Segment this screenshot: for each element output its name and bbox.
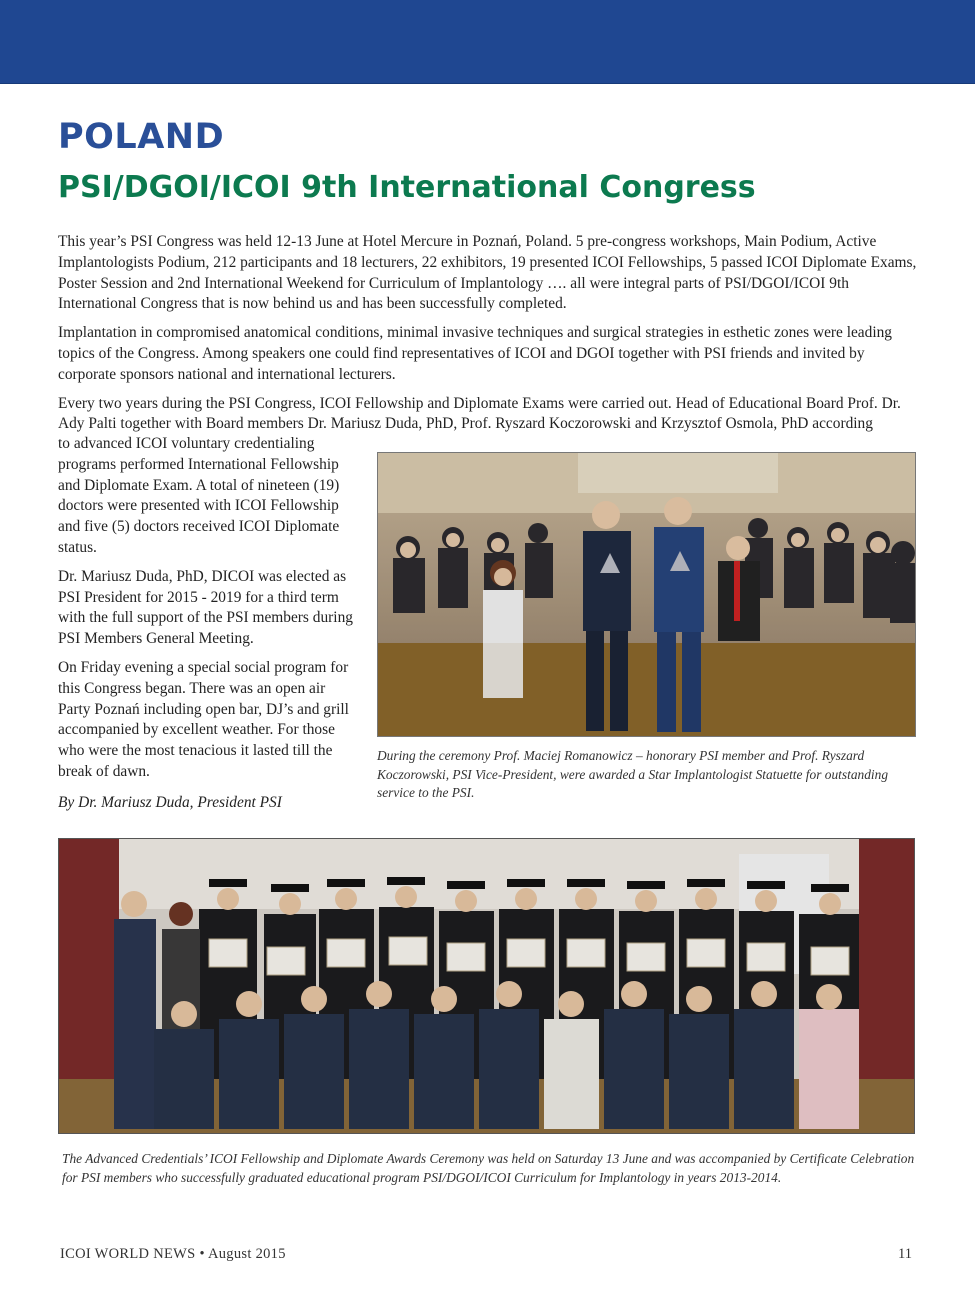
group-caption: The Advanced Credentials’ ICOI Fellowship and Diplomate Awards Ceremony was held on Saturday 13 June and was accompanied by Certificate Celebration for PSI members who successfully graduated educational program PSI/DGOI/ICOI Curriculum for Implantology in years 2013-2014. — [62, 1151, 915, 1185]
group-photo — [58, 838, 915, 1134]
group-photo-illustration — [59, 839, 914, 1133]
publication-footer: ICOI WORLD NEWS • August 2015 — [60, 1246, 286, 1262]
paragraph-credentialing: to advanced ICOI voluntary credentialing programs performed International Fellowship and Diplomate Exam. A total of nineteen (19) doctors were presented with ICOI Fellowship and five (5) doctors received ICOI Diplomate status. — [58, 435, 340, 556]
paragraph-intro: This year’s PSI Congress was held 12-13 June at Hotel Mercure in Poznań, Poland. 5 pre-congress workshops, Main Podium, Active Implantologists Podium, 212 participants and 18 lecturers, 22 exhibitors, 19 presented ICOI Fellowships, 5 passed ICOI Diplomate Exams, Poster Session and 2nd International Weekend for Curriculum of Implantology …. all were integral parts of PSI/DGOI/ICOI 9th International Congress that is now behind us and has been successfully completed. — [58, 233, 917, 313]
country-title: POLAND — [58, 117, 225, 157]
ceremony-photo — [377, 452, 916, 737]
ceremony-photo-illustration — [378, 453, 915, 736]
event-title: PSI/DGOI/ICOI 9th International Congress — [58, 170, 756, 205]
page-number: 11 — [898, 1246, 912, 1262]
article-intro — [58, 232, 918, 443]
byline: By Dr. Mariusz Duda, President PSI — [58, 793, 282, 811]
header-band — [0, 0, 975, 84]
article-column — [58, 434, 353, 822]
paragraph-social: On Friday evening a special social program for this Congress began. There was an open air Party Poznań including open bar, DJ’s and grill accompanied by excellent weather. For those who were the most tenacious it lasted till the break of dawn. — [58, 658, 349, 780]
paragraph-president: Dr. Mariusz Duda, PhD, DICOI was elected as PSI President for 2015 - 2019 for a third term with the full support of the PSI members during PSI Members General Meeting. — [58, 567, 353, 648]
paragraph-exams: Every two years during the PSI Congress, ICOI Fellowship and Diplomate Exams were carried out. Head of Educational Board Prof. Dr. Ady Palti together with Board members Dr. Mariusz Duda, PhD, Prof. Ryszard Koczorowski and Krzysztof Osmola, PhD according — [58, 394, 901, 433]
paragraph-topics: Implantation in compromised anatomical conditions, minimal invasive techniques and surgical strategies in esthetic zones were leading topics of the Congress. Among speakers one could find representatives of ICOI and DGOI together with PSI friends and invited by corporate sponsors national and international lecturers. — [58, 324, 893, 383]
ceremony-caption: During the ceremony Prof. Maciej Romanowicz – honorary PSI member and Prof. Ryszard Koczorowski, PSI Vice-President, were awarded a Star Implantologist Statuette for outstanding service to the PSI. — [377, 748, 889, 800]
